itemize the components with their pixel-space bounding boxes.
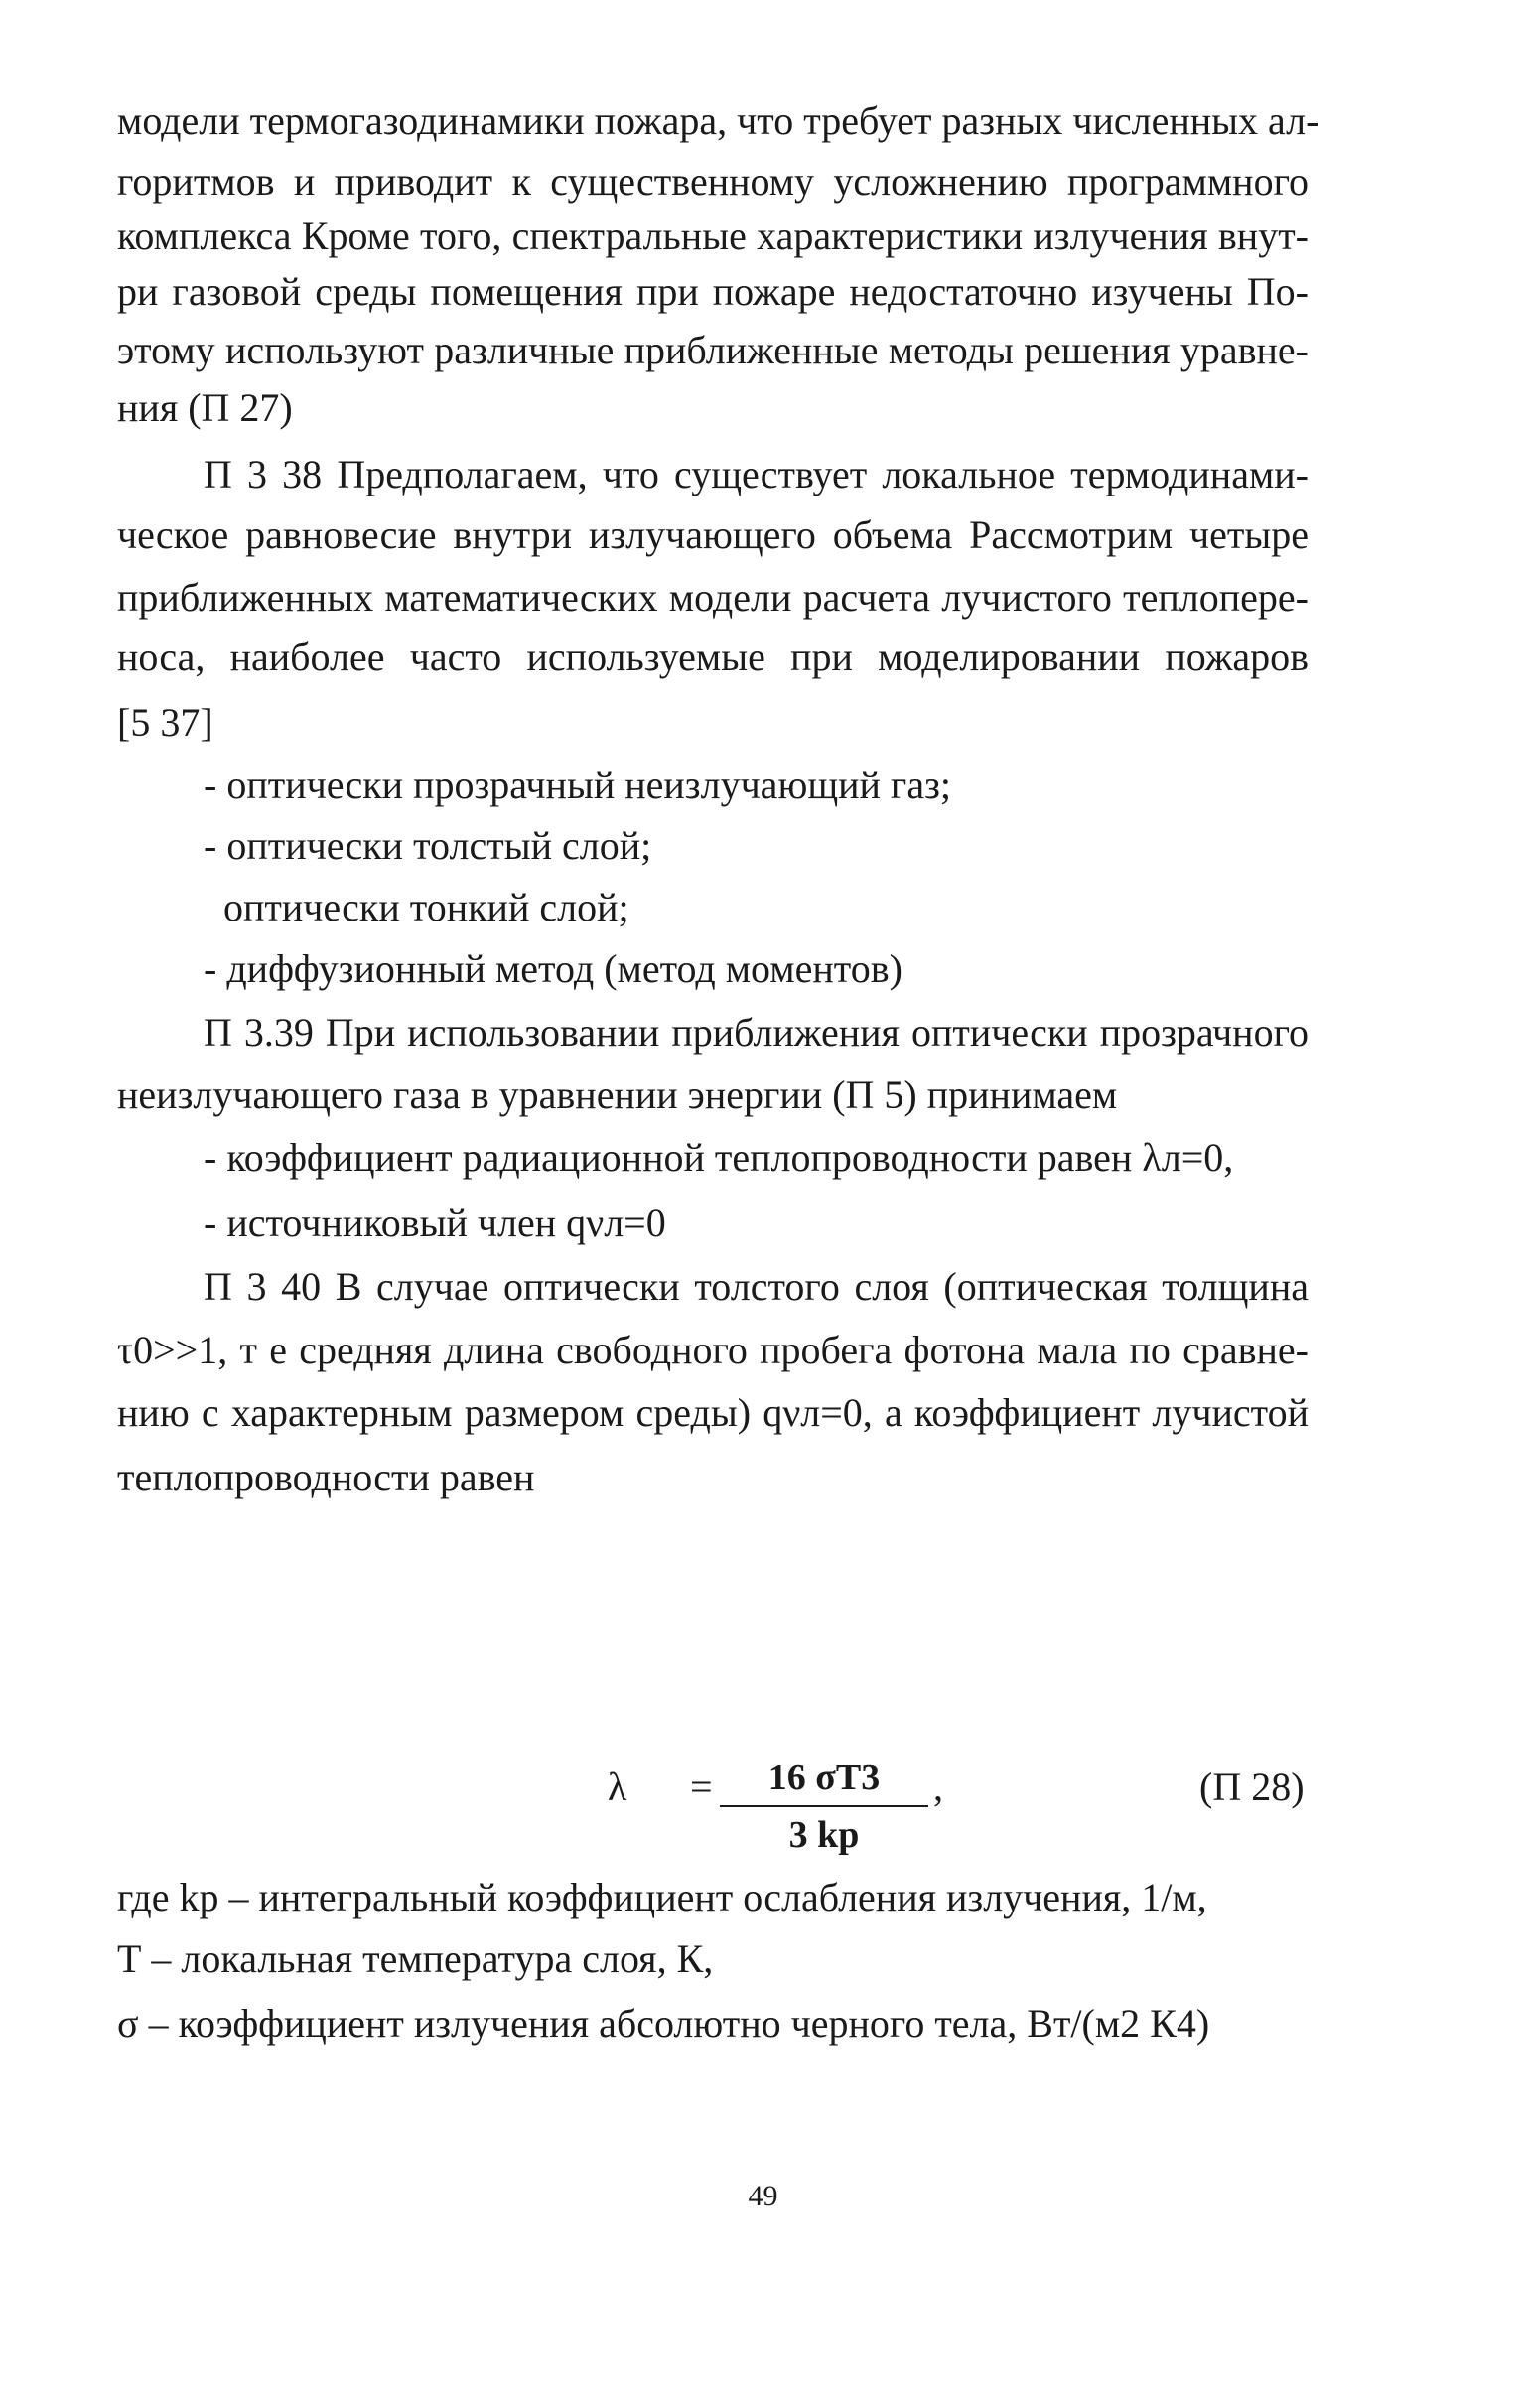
equation-denominator: 3 kр [788,1814,860,1856]
text-line: носа, наиболее часто используемые при моделировании пожаров [117,635,1309,679]
equation-numerator: 16 σT3 [767,1757,881,1798]
text-line: Т – локальная температура слоя, К, [117,1936,714,1981]
page-number: 49 [748,2180,778,2212]
equation-comma: , [933,1765,943,1809]
text-line: теплопроводности равен [117,1455,535,1499]
text-line: нию с характерным размером среды) qνл=0, а коэффициент лучистой [117,1390,1309,1435]
equation-lhs: λ [608,1765,627,1809]
list-item: - источниковый член qνл=0 [204,1201,666,1245]
list-item: - оптически толстый слой; [204,823,652,868]
equation-equals: = [690,1765,713,1809]
list-item: - коэффициент радиационной теплопроводности равен λл=0, [204,1135,1234,1180]
text-line: приближенных математических модели расчета лучистого теплопере- [117,575,1309,620]
paragraph-start: П 3.39 При использовании приближения оптически прозрачного [204,1010,1309,1055]
paragraph-start: П 3 40 В случае оптически толстого слоя (оптическая толщина [204,1264,1309,1309]
list-item: оптически тонкий слой; [223,885,629,929]
text-line: ния (П 27) [117,385,293,430]
text-line: σ – коэффициент излучения абсолютно черного тела, Вт/(м2 К4) [117,2001,1210,2046]
paragraph-start: П 3 38 Предполагаем, что существует локальное термодинами- [204,452,1309,496]
equation-label: (П 28) [1199,1765,1305,1809]
list-item: - оптически прозрачный неизлучающий газ; [204,763,952,807]
list-item: - диффузионный метод (метод моментов) [204,946,902,991]
text-line: τ0>>1, т е средняя длина свободного пробега фотона мала по сравне- [117,1328,1309,1372]
text-line: горитмов и приводит к существенному усложнению программного [117,159,1309,204]
text-line: неизлучающего газа в уравнении энергии (П 5) принимаем [117,1072,1118,1117]
text-line: этому используют различные приближенные методы решения уравне- [117,328,1309,372]
text-line: где kр – интегральный коэффициент ослабления излучения, 1/м, [117,1875,1207,1919]
equation-fraction [720,1756,928,1857]
text-line: комплекса Кроме того, спектральные характеристики излучения внут- [117,213,1309,258]
text-line: ческое равновесие внутри излучающего объема Рассмотрим четыре [117,512,1309,557]
text-line: [5 37] [117,700,213,745]
text-line: ри газовой среды помещения при пожаре недостаточно изучены По- [117,269,1309,314]
text-line: модели термогазодинамики пожара, что требует разных численных ал- [117,98,1319,143]
fraction-bar [720,1805,928,1807]
